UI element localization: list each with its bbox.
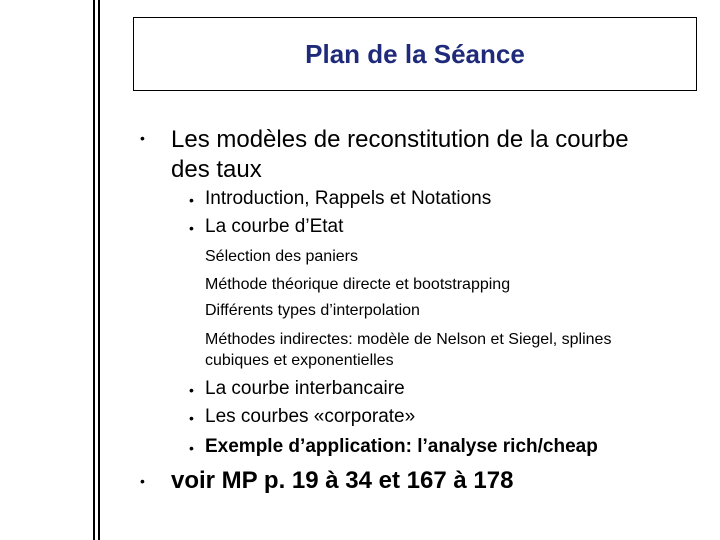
sub-item-rich-cheap: Exemple d’application: l’analyse rich/cheap	[205, 436, 598, 457]
main-item-line1: Les modèles de reconstitution de la courbe	[171, 126, 629, 153]
final-item-reference: voir MP p. 19 à 34 et 167 à 178	[171, 467, 514, 494]
sub-bullet-rich-cheap: •	[189, 440, 194, 456]
main-item-line2: des taux	[171, 156, 262, 183]
sub-bullet-courbe-etat: •	[189, 220, 194, 236]
final-bullet: •	[140, 473, 145, 489]
sub-item-interbancaire: La courbe interbancaire	[205, 378, 405, 399]
sub-item-courbe-etat: La courbe d’Etat	[205, 216, 344, 237]
slide-title: Plan de la Séance	[305, 38, 525, 69]
sub-item-introduction: Introduction, Rappels et Notations	[205, 188, 492, 209]
margin-rule-1	[93, 0, 95, 540]
main-bullet: •	[140, 130, 145, 146]
detail-interpolation: Différents types d’interpolation	[205, 302, 420, 319]
detail-methode-directe: Méthode théorique directe et bootstrapping	[205, 276, 511, 293]
title-box	[133, 17, 697, 91]
sub-bullet-interbancaire: •	[189, 382, 194, 398]
sub-item-corporate: Les courbes «corporate»	[205, 406, 416, 427]
detail-methodes-indirectes-line1: Méthodes indirectes: modèle de Nelson et Siegel, splines	[205, 331, 612, 348]
detail-selection-paniers: Sélection des paniers	[205, 248, 358, 265]
sub-bullet-introduction: •	[189, 192, 194, 208]
margin-rule-2	[98, 0, 100, 540]
detail-methodes-indirectes-line2: cubiques et exponentielles	[205, 352, 394, 369]
sub-bullet-corporate: •	[189, 410, 194, 426]
